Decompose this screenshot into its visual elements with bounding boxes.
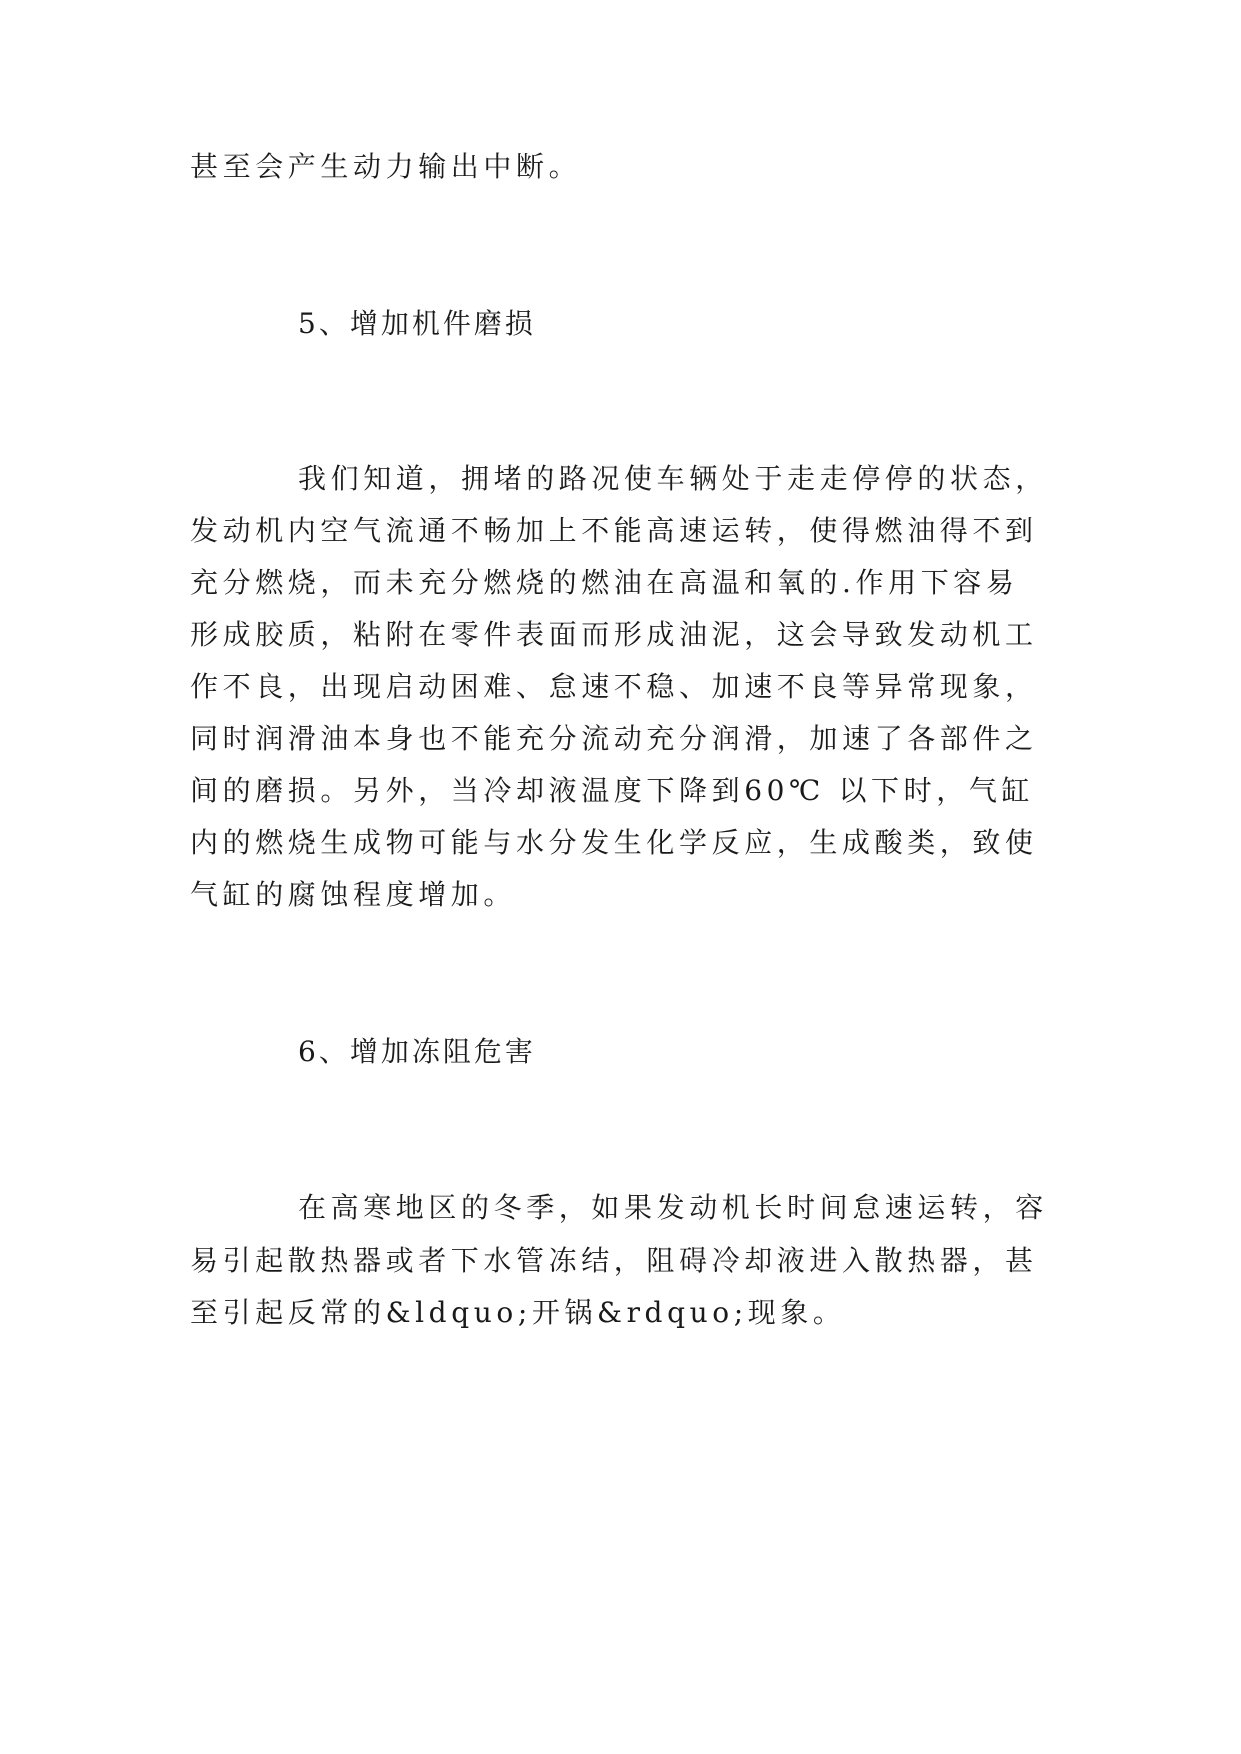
section-6-heading: 6、增加冻阻危害 [298, 1035, 536, 1068]
paragraph-line: 在高寒地区的冬季，如果发动机长时间怠速运转，容 [298, 1191, 1048, 1224]
paragraph-line: 发动机内空气流通不畅加上不能高速运转，使得燃油得不到 [190, 514, 1038, 547]
paragraph-line: 同时润滑油本身也不能充分流动充分润滑，加速了各部件之 [190, 722, 1038, 755]
paragraph-line: 形成胶质，粘附在零件表面而形成油泥，这会导致发动机工 [190, 618, 1038, 651]
paragraph-line: 内的燃烧生成物可能与水分发生化学反应，生成酸类，致使 [190, 826, 1038, 859]
paragraph-line: 间的磨损。另外，当冷却液温度下降到60℃ 以下时，气缸 [190, 774, 1035, 807]
paragraph-line: 充分燃烧，而未充分燃烧的燃油在高温和氧的.作用下容易 [190, 566, 1019, 599]
paragraph-line: 至引起反常的&ldquo;开锅&rdquo;现象。 [190, 1296, 846, 1329]
paragraph-line: 易引起散热器或者下水管冻结，阻碍冷却液进入散热器，甚 [190, 1244, 1038, 1277]
paragraph-line: 作不良，出现启动困难、怠速不稳、加速不良等异常现象， [190, 670, 1038, 703]
section-5-heading: 5、增加机件磨损 [298, 307, 536, 340]
paragraph-line: 气缸的腐蚀程度增加。 [190, 878, 517, 911]
paragraph-line: 我们知道，拥堵的路况使车辆处于走走停停的状态， [298, 462, 1048, 495]
intro-line: 甚至会产生动力输出中断。 [190, 150, 582, 183]
